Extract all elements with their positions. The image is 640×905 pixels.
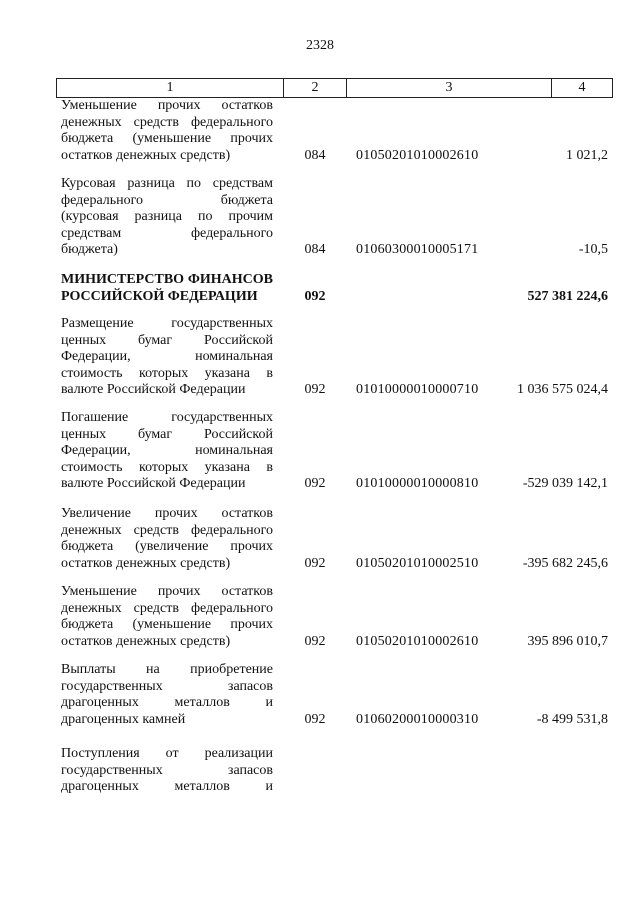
amount-value: -529 039 142,1 bbox=[522, 476, 608, 491]
row-description bbox=[61, 410, 273, 493]
row-description bbox=[61, 506, 273, 572]
row-description bbox=[61, 176, 273, 259]
header-col-1: 1 bbox=[57, 79, 284, 97]
admin-code: 092 bbox=[304, 288, 326, 304]
description-line: ценных бумаг Российской bbox=[61, 426, 273, 442]
description-line: Выплаты на приобретение bbox=[61, 662, 273, 677]
description-line: валюте Российской Федерации bbox=[61, 382, 246, 397]
header-col-3: 3 bbox=[347, 79, 552, 97]
description-line: Федерации, номинальная bbox=[61, 349, 273, 364]
header-col-2: 2 bbox=[284, 79, 347, 97]
description-line: МИНИСТЕРСТВО ФИНАНСОВ bbox=[61, 272, 273, 287]
admin-code: 092 bbox=[304, 633, 326, 649]
description-line: Курсовая разница по средствам bbox=[61, 176, 273, 191]
description-line: Увеличение прочих остатков bbox=[61, 506, 273, 521]
description-line: Федерации, номинальная bbox=[61, 443, 273, 458]
row-description bbox=[61, 316, 273, 399]
description-line: остатков денежных средств) bbox=[61, 633, 231, 649]
description-line: бюджета (увеличение прочих bbox=[61, 539, 273, 554]
description-line: драгоценных металлов и bbox=[61, 779, 273, 794]
description-line: ценных бумаг Российской bbox=[61, 332, 273, 348]
description-line: Уменьшение прочих остатков bbox=[61, 584, 273, 599]
amount-value: 527 381 224,6 bbox=[527, 288, 608, 304]
description-line: драгоценных металлов и bbox=[61, 695, 273, 710]
budget-classification-code: 01060300010005171 bbox=[356, 242, 479, 257]
description-line: драгоценных камней bbox=[61, 711, 186, 727]
description-line: (курсовая разница по прочим bbox=[61, 209, 273, 224]
amount-value: -395 682 245,6 bbox=[522, 555, 608, 571]
row-description bbox=[61, 272, 273, 305]
budget-classification-code: 01050201010002610 bbox=[356, 633, 479, 649]
admin-code: 092 bbox=[304, 555, 326, 571]
description-line: остатков денежных средств) bbox=[61, 555, 231, 571]
description-line: Погашение государственных bbox=[61, 410, 273, 425]
description-line: Размещение государственных bbox=[61, 316, 273, 331]
description-line: Уменьшение прочих остатков bbox=[61, 98, 273, 113]
description-line: Поступления от реализации bbox=[61, 746, 273, 761]
description-line: государственных запасов bbox=[61, 678, 273, 694]
admin-code: 092 bbox=[304, 711, 326, 727]
row-description bbox=[61, 584, 273, 650]
description-line: бюджета (уменьшение прочих bbox=[61, 131, 273, 146]
description-line: бюджета (уменьшение прочих bbox=[61, 617, 273, 632]
description-line: средствам федерального bbox=[61, 225, 273, 241]
description-line: денежных средств федерального bbox=[61, 600, 273, 616]
amount-value: 1 036 575 024,4 bbox=[517, 382, 608, 397]
header-col-4: 4 bbox=[578, 80, 586, 95]
description-line: стоимость которых указана в bbox=[61, 459, 273, 475]
description-line: денежных средств федерального bbox=[61, 522, 273, 538]
budget-classification-code: 01050201010002610 bbox=[356, 147, 479, 163]
description-line: валюте Российской Федерации bbox=[61, 476, 246, 491]
page-number: 2328 bbox=[306, 38, 334, 53]
amount-value: -8 499 531,8 bbox=[536, 711, 608, 727]
budget-classification-code: 01010000010000710 bbox=[356, 382, 479, 397]
amount-value: -10,5 bbox=[578, 242, 608, 257]
row-description bbox=[61, 98, 273, 164]
admin-code: 084 bbox=[304, 242, 326, 257]
budget-classification-code: 01060200010000310 bbox=[356, 711, 479, 727]
description-line: стоимость которых указана в bbox=[61, 365, 273, 381]
description-line: бюджета) bbox=[61, 242, 118, 257]
description-line: РОССИЙСКОЙ ФЕДЕРАЦИИ bbox=[61, 288, 258, 304]
admin-code: 084 bbox=[304, 147, 326, 163]
budget-classification-code: 01010000010000810 bbox=[356, 476, 479, 491]
description-line: федерального бюджета bbox=[61, 192, 273, 208]
amount-value: 1 021,2 bbox=[566, 147, 608, 163]
admin-code: 092 bbox=[304, 476, 326, 491]
admin-code: 092 bbox=[304, 382, 326, 397]
description-line: государственных запасов bbox=[61, 762, 273, 778]
row-description bbox=[61, 662, 273, 728]
description-line: остатков денежных средств) bbox=[61, 147, 231, 163]
description-line: денежных средств федерального bbox=[61, 114, 273, 130]
table-header bbox=[56, 78, 613, 98]
budget-classification-code: 01050201010002510 bbox=[356, 555, 479, 571]
amount-value: 395 896 010,7 bbox=[527, 633, 608, 649]
row-description bbox=[61, 746, 273, 796]
